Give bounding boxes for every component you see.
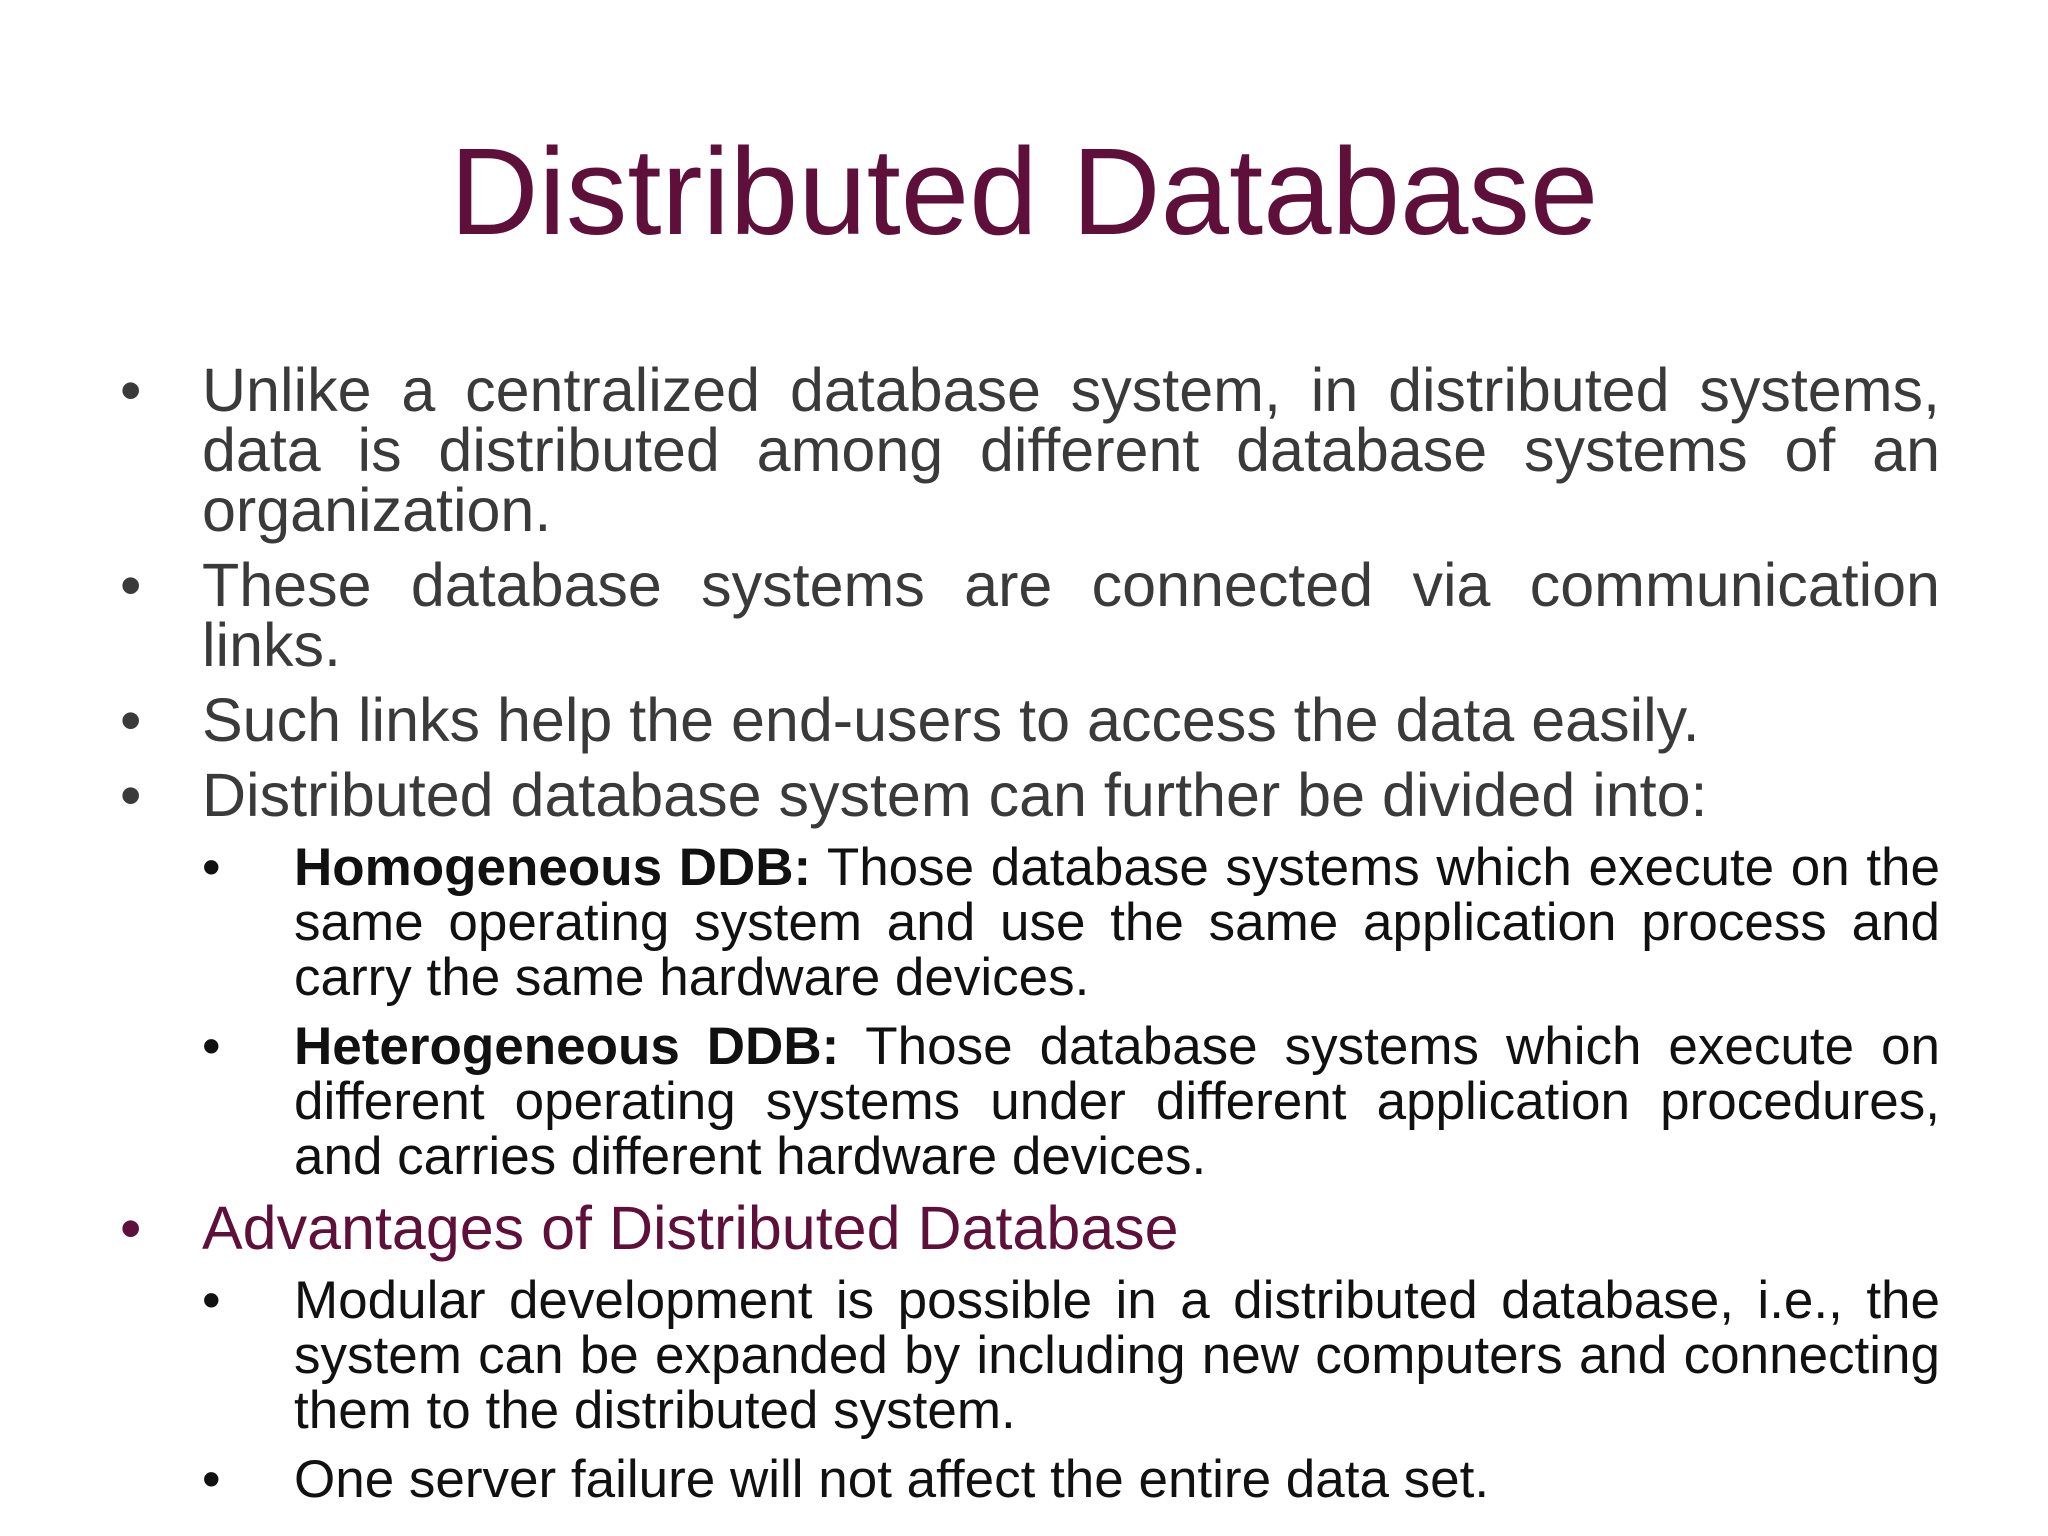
sub-bullet-glyph: •	[202, 1450, 221, 1509]
bullet-glyph: •	[120, 1194, 142, 1262]
sub-bullet-text: Modular development is possible in a distributed database, i.e., the system can be expanded by including new computers and connecting them to the distributed system.	[294, 1271, 1940, 1440]
bullet-text: Such links help the end-users to access the data easily.	[202, 686, 1700, 754]
bullet-text: These database systems are connected via communication links.	[202, 551, 1940, 679]
sub-bullet-text: Those database systems which execute on different operating systems under different application procedures, and carries different hardware devices.	[294, 1017, 1940, 1186]
bullet-glyph: •	[120, 551, 142, 619]
sub-bullet-point	[202, 1019, 1940, 1184]
bullet-text: Unlike a centralized database system, in distributed systems, data is distributed among different database systems of an organization.	[202, 356, 1940, 544]
sub-bullet-text: One server failure will not affect the entire data set.	[294, 1450, 1490, 1509]
sub-bullet-point	[202, 1273, 1940, 1438]
bullet-point	[120, 761, 1940, 829]
sub-bullet-point	[202, 840, 1940, 1005]
sub-bullet-text: Those database systems which execute on the same operating system and use the same application process and carry the same hardware devices.	[294, 838, 1940, 1007]
bullet-text: Advantages of Distributed Database	[202, 1194, 1179, 1262]
sub-bullet-term: Heterogeneous DDB:	[294, 1017, 840, 1076]
sub-bullet-glyph: •	[202, 1017, 221, 1076]
slide-title: Distributed Database	[449, 124, 1599, 261]
sub-bullet-glyph: •	[202, 838, 221, 897]
sub-bullet-glyph: •	[202, 1271, 221, 1330]
bullet-point	[120, 356, 1940, 544]
bullet-glyph: •	[120, 356, 142, 424]
sub-bullet-point	[202, 1452, 1940, 1507]
bullet-point-advantages	[120, 1194, 1940, 1262]
slide-body	[120, 356, 1940, 1521]
bullet-point	[120, 551, 1940, 679]
bullet-point	[120, 686, 1940, 754]
sub-bullet-term: Homogeneous DDB:	[294, 838, 812, 897]
bullet-glyph: •	[120, 686, 142, 754]
bullet-text: Distributed database system can further be divided into:	[202, 761, 1708, 829]
bullet-glyph: •	[120, 761, 142, 829]
